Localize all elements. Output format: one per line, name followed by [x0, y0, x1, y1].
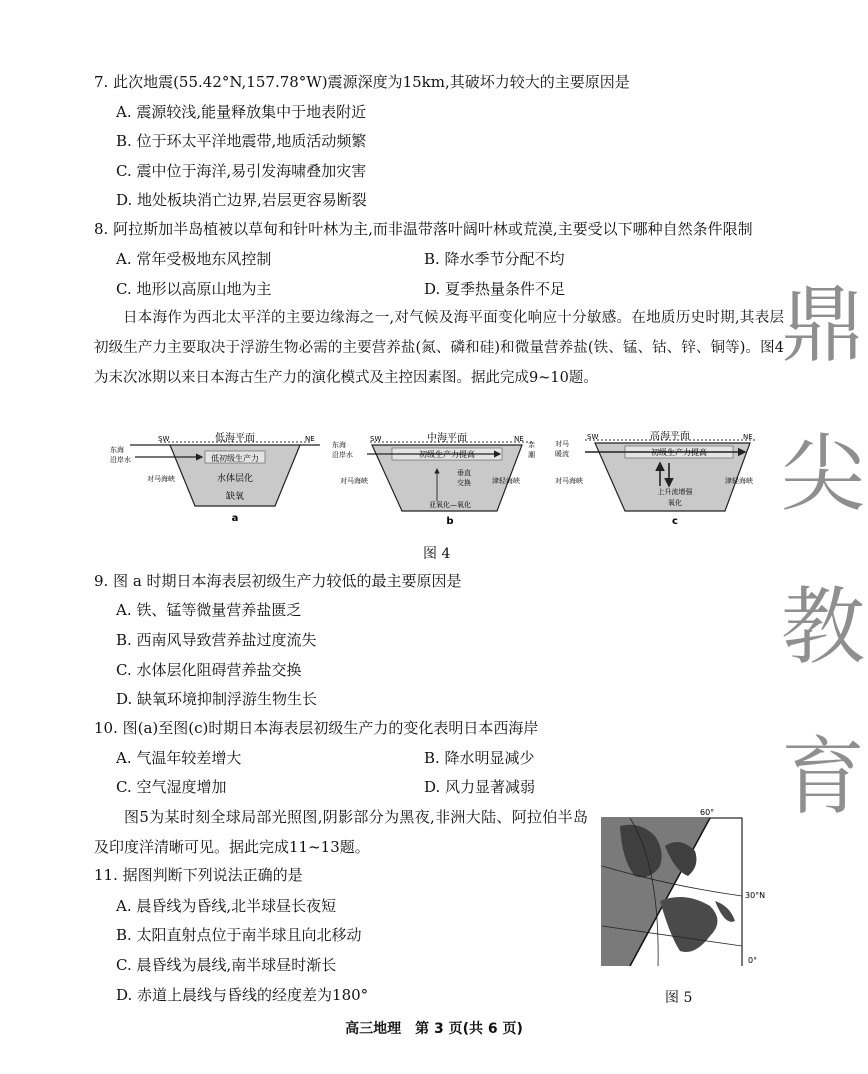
page-footer: 高三地理 第 3 页(共 6 页) — [345, 1021, 523, 1037]
q10-option-c: C. 空气湿度增加 — [116, 778, 227, 796]
panel-c-mid: 上升流增强 — [657, 488, 693, 496]
panel-b-ne: NE — [514, 435, 524, 443]
panel-b-bottom: 亚氧化—氧化 — [429, 501, 471, 509]
passage-sea-of-japan: 日本海作为西北太平洋的主要边缘海之一,对气候及海平面变化响应十分敏感。在地质历史时期,其表层初级生产力主要取决于浮游生物必需的主要营养盐(氮、磷和硅)和微量营养盐(铁、锰、钴、锌、铜等)。图4为末次冰期以来日本海古生产力的演化模式及主控因素图。据此完成9~10题。 — [94, 310, 784, 386]
q11-option-c: C. 晨昏线为晨线,南半球昼时渐长 — [116, 956, 337, 974]
q8-option-d: D. 夏季热量条件不足 — [424, 280, 566, 298]
q10-option-d: D. 风力显著减弱 — [424, 778, 536, 796]
q8-option-a: A. 常年受极地东风控制 — [116, 250, 272, 268]
q9-option-c: C. 水体层化阻碍营养盐交换 — [116, 661, 302, 679]
panel-b-inflow-2: 沿岸水 — [332, 451, 353, 459]
panel-a-sw: SW — [158, 435, 170, 443]
panel-b-label: b — [446, 516, 454, 526]
panel-b — [332, 431, 535, 526]
q9-option-b: B. 西南风导致营养盐过度流失 — [116, 631, 317, 649]
panel-a-ne: NE — [305, 435, 315, 443]
panel-c-strait-right: 津轻海峡 — [725, 477, 753, 485]
figure-4-caption: 图 4 — [423, 546, 451, 562]
panel-c — [555, 431, 755, 526]
panel-b-inflow-1: 东海 — [332, 441, 346, 449]
panel-a-label: a — [231, 513, 239, 524]
panel-c-ne: NE — [743, 433, 753, 441]
panel-c-inflow-2: 暖流 — [555, 450, 569, 458]
q11-option-d: D. 赤道上晨线与昏线的经度差为180° — [116, 986, 369, 1004]
passage-global-illumination: 图5为某时刻全球局部光照图,阴影部分为黑夜,非洲大陆、阿拉伯半岛及印度洋清晰可见。据此完成11~13题。 — [94, 808, 588, 856]
figure-5-lat-60: 60° — [700, 808, 715, 817]
panel-b-strait-right: 津轻海峡 — [492, 477, 520, 485]
panel-a-inflow-2: 沿岸水 — [110, 456, 131, 464]
q9-option-a: A. 铁、锰等微量营养盐匮乏 — [116, 601, 302, 619]
panel-b-sw: SW — [370, 435, 382, 443]
q10-option-b: B. 降水明显减少 — [424, 749, 535, 767]
watermark-char-4: 育 — [780, 728, 865, 826]
q8-option-b: B. 降水季节分配不均 — [424, 250, 565, 268]
q7-option-b: B. 位于环太平洋地震带,地质活动频繁 — [116, 132, 367, 150]
panel-a-mid: 水体层化 — [216, 474, 254, 484]
panel-a-bottom: 缺氧 — [225, 492, 245, 502]
q8-stem: 8. 阿拉斯加半岛植被以草甸和针叶林为主,而非温带落叶阔叶林或荒漠,主要受以下哪种自然条件限制 — [94, 220, 753, 238]
panel-a — [110, 431, 320, 524]
q11-option-a: A. 晨昏线为昏线,北半球昼长夜短 — [116, 897, 337, 915]
figure-5-illumination-map — [600, 806, 770, 966]
panel-b-strait-left: 对马海峡 — [340, 477, 368, 485]
panel-b-box: 初级生产力提高 — [419, 450, 475, 459]
figure-5-lat-0: 0° — [748, 956, 758, 965]
panel-a-inflow-1: 东海 — [110, 446, 124, 454]
panel-a-strait-left: 对马海峡 — [147, 475, 175, 483]
panel-c-inflow-1: 对马 — [555, 440, 569, 448]
panel-c-box: 初级生产力提高 — [651, 448, 707, 457]
figure-4-diagram — [110, 431, 790, 526]
panel-a-box: 低初级生产力 — [211, 454, 259, 463]
panel-b-title: 中海平面 — [427, 433, 467, 444]
panel-b-outflow-2: 潮 — [528, 451, 535, 459]
panel-c-title: 高海平面 — [650, 431, 690, 442]
panel-b-mid-1: 垂直 — [457, 469, 471, 477]
watermark-char-1: 鼎 — [780, 276, 865, 374]
q7-option-c: C. 震中位于海洋,易引发海啸叠加灾害 — [116, 162, 367, 180]
watermark-char-3: 教 — [780, 578, 865, 676]
panel-b-outflow-1: 亲 — [528, 441, 535, 449]
watermark-char-2: 尖 — [780, 425, 865, 523]
q7-option-d: D. 地处板块消亡边界,岩层更容易断裂 — [116, 191, 367, 209]
figure-5-lat-30n: 30°N — [745, 891, 766, 900]
q10-stem: 10. 图(a)至图(c)时期日本海表层初级生产力的变化表明日本西海岸 — [94, 719, 539, 737]
q11-stem: 11. 据图判断下列说法正确的是 — [94, 866, 303, 884]
q7-option-a: A. 震源较浅,能量释放集中于地表附近 — [116, 103, 367, 121]
figure-5-caption: 图 5 — [665, 990, 693, 1006]
q10-option-a: A. 气温年较差增大 — [116, 749, 242, 767]
panel-c-label: c — [672, 516, 678, 526]
q7-stem: 7. 此次地震(55.42°N,157.78°W)震源深度为15km,其破坏力较大的主要原因是 — [94, 73, 630, 91]
q9-option-d: D. 缺氧环境抑制浮游生物生长 — [116, 690, 318, 708]
q11-option-b: B. 太阳直射点位于南半球且向北移动 — [116, 926, 362, 944]
panel-c-bottom: 氧化 — [668, 499, 682, 507]
panel-a-title: 低海平面 — [215, 433, 255, 444]
panel-c-strait-left: 对马海峡 — [555, 477, 583, 485]
q9-stem: 9. 图 a 时期日本海表层初级生产力较低的最主要原因是 — [94, 572, 462, 590]
q8-option-c: C. 地形以高原山地为主 — [116, 280, 272, 298]
panel-b-mid-2: 交换 — [457, 479, 471, 487]
panel-c-sw: SW — [587, 433, 599, 441]
